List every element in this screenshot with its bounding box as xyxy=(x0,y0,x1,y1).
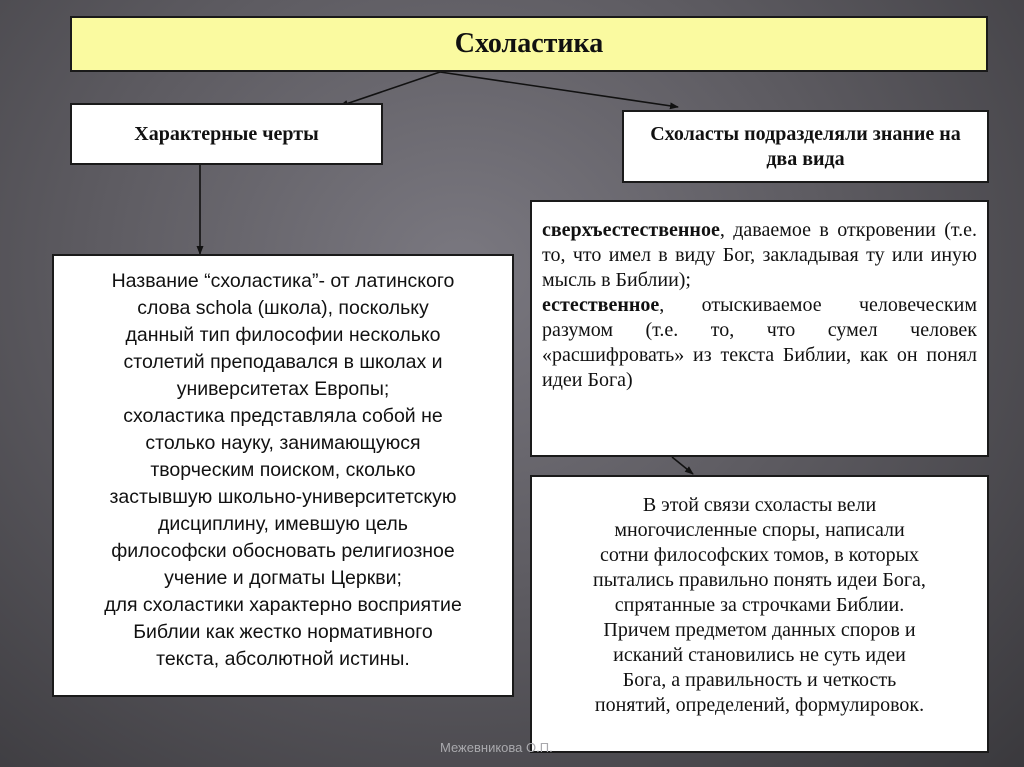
arrow-title-to-types xyxy=(440,72,678,107)
disputes-box xyxy=(530,475,989,753)
description-line: данный тип философии несколько xyxy=(125,324,441,346)
knowledge-definition: , даваемое в откровении (т.е. то, что имел в виду Бог, закладывая ту или иную мысль в Библии); xyxy=(542,219,977,291)
knowledge-term: сверхъестественное xyxy=(542,219,720,241)
knowledge-types-box xyxy=(530,200,989,457)
features-heading-box xyxy=(70,103,383,165)
description-line: Название “схоластика”- от латинского xyxy=(111,270,455,292)
knowledge-type-natural xyxy=(542,293,977,393)
knowledge-types-heading: Схоласты подразделяли знание на два вида xyxy=(650,122,961,170)
arrow-knowledge-to-disputes xyxy=(672,457,693,474)
disputes-line: многочисленные споры, написали xyxy=(614,519,905,541)
features-heading: Характерные черты xyxy=(134,122,319,145)
arrow-title-to-features xyxy=(340,72,440,106)
disputes-line: понятий, определений, формулировок. xyxy=(594,694,925,716)
disputes-line: Причем предметом данных споров и xyxy=(603,619,916,641)
description-box xyxy=(52,254,514,697)
description-line: философски обосновать религиозное xyxy=(111,540,455,562)
description-line: для схоластики характерно восприятие xyxy=(104,594,462,616)
knowledge-term: естественное xyxy=(542,294,660,316)
diagram-title: Схоластика xyxy=(454,28,604,59)
disputes-line: Бога, а правильность и четкость xyxy=(622,669,897,691)
title-box xyxy=(70,16,988,72)
knowledge-type-supernatural xyxy=(542,218,977,293)
knowledge-types-heading-box xyxy=(622,110,989,183)
disputes-line: пытались правильно понять идеи Бога, xyxy=(593,569,926,591)
description-line: схоластика представляла собой не xyxy=(123,405,443,427)
disputes-line: В этой связи схоласты вели xyxy=(642,494,877,516)
disputes-line: спрятанные за строчками Библии. xyxy=(614,594,905,616)
description-line: учение и догматы Церкви; xyxy=(164,567,402,589)
description-line: слова schola (школа), поскольку xyxy=(137,297,429,319)
description-line: Библии как жестко нормативного xyxy=(133,621,433,643)
description-line: университетах Европы; xyxy=(176,378,390,400)
description-line: столько науку, занимающуюся xyxy=(145,432,421,454)
author-watermark: Межевникова О.П. xyxy=(440,740,553,755)
description-line: творческим поиском, сколько xyxy=(150,459,416,481)
disputes-line: исканий становились не суть идеи xyxy=(613,644,906,666)
disputes-line: сотни философских томов, в которых xyxy=(599,544,920,566)
knowledge-definition: , отыскиваемое человеческим разумом (т.е. то, что сумел человек «расшифровать» из текста Библии, как он понял идеи Бога) xyxy=(542,294,977,391)
description-line: дисциплину, имевшую цель xyxy=(158,513,408,535)
description-line: текста, абсолютной истины. xyxy=(156,648,410,670)
description-line: столетий преподавался в школах и xyxy=(123,351,443,373)
description-line: застывшую школьно-университетскую xyxy=(109,486,457,508)
